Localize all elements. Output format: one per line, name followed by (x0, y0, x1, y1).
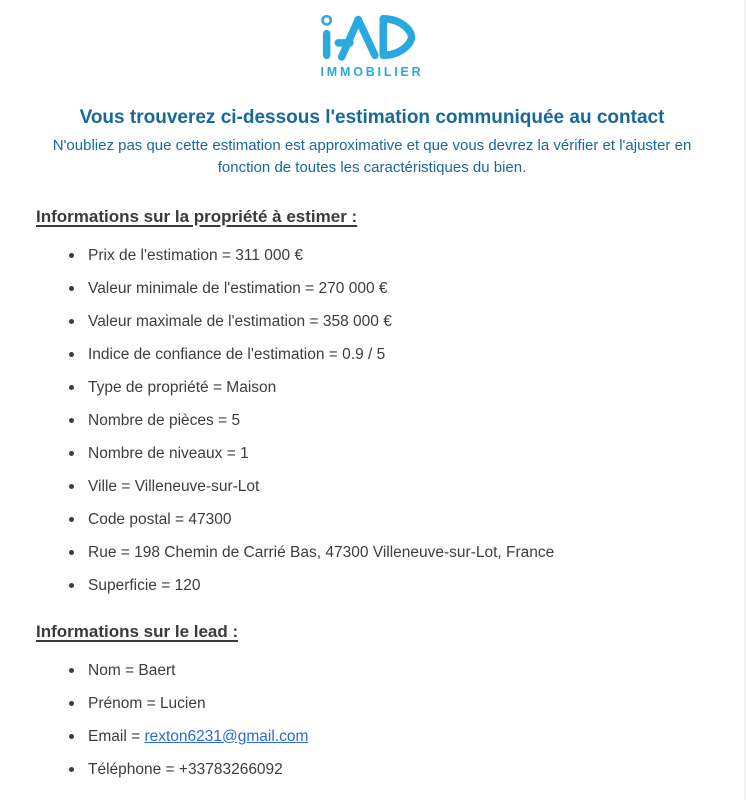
list-item (36, 246, 708, 265)
list-item (36, 543, 708, 562)
lead-info-section (0, 622, 744, 779)
list-item (36, 510, 708, 529)
list-item (36, 411, 708, 430)
lead-info-list (36, 661, 708, 779)
item-label: Nom = (88, 661, 139, 679)
item-value: 358 000 € (322, 312, 392, 330)
logo-subtitle: IMMOBILIER (320, 65, 424, 79)
item-value: 120 (174, 576, 201, 594)
logo-d-shape (383, 19, 411, 56)
item-value: 311 000 € (235, 246, 304, 264)
list-item (36, 477, 708, 496)
item-label: Code postal = (88, 510, 189, 528)
property-info-section (0, 207, 744, 595)
item-value: 5 (231, 411, 241, 429)
logo-block (0, 0, 744, 79)
item-label: Prénom = (88, 694, 160, 712)
item-value: 0.9 / 5 (342, 345, 386, 363)
item-label: Email = (88, 727, 145, 745)
item-value: Villeneuve-sur-Lot (134, 477, 260, 495)
intro-block (0, 106, 744, 180)
item-value: Baert (138, 661, 176, 679)
section-heading-property: Informations sur la propriété à estimer : (36, 206, 358, 226)
item-value: 1 (240, 444, 249, 462)
item-label: Rue = (88, 543, 135, 561)
intro-title: Vous trouverez ci-dessous l'estimation communiquée au contact (79, 107, 665, 128)
iad-logo (320, 12, 424, 62)
item-value: 198 Chemin de Carrié Bas, 47300 Villeneuve-sur-Lot, France (134, 543, 555, 561)
list-item (36, 694, 708, 713)
item-value: Lucien (159, 694, 206, 712)
item-label: Ville = (88, 477, 135, 495)
email-link[interactable]: rexton6231@gmail.com (144, 727, 309, 745)
item-label: Nombre de pièces = (88, 411, 232, 429)
item-label: Superficie = (88, 576, 175, 594)
item-label: Nombre de niveaux = (88, 444, 241, 462)
list-item (36, 444, 708, 463)
item-label: Valeur maximale de l'estimation = (88, 312, 323, 330)
item-label: Téléphone = (88, 760, 179, 778)
intro-subtitle: N'oubliez pas que cette estimation est approximative et que vous devrez la vérifier et l'ajuster en fonction de toutes les caractéristiques du bien. (52, 136, 692, 177)
item-value: 270 000 € (318, 279, 388, 297)
item-value: +33783266092 (178, 760, 283, 778)
property-info-list (36, 246, 708, 595)
item-value: 47300 (188, 510, 232, 528)
item-label: Indice de confiance de l'estimation = (88, 345, 343, 363)
list-item (36, 345, 708, 364)
list-item (36, 279, 708, 298)
list-item (36, 312, 708, 331)
section-heading-lead: Informations sur le lead : (36, 621, 239, 641)
item-label: Prix de l'estimation = (88, 246, 236, 264)
logo-i-dot (325, 19, 327, 21)
list-item (36, 576, 708, 595)
item-label: Valeur minimale de l'estimation = (88, 279, 319, 297)
item-label: Type de propriété = (88, 378, 227, 396)
list-item (36, 378, 708, 397)
list-item (36, 760, 708, 779)
item-value: Maison (226, 378, 277, 396)
list-item (36, 661, 708, 680)
logo-a-shape (342, 20, 375, 57)
list-item (36, 727, 708, 746)
